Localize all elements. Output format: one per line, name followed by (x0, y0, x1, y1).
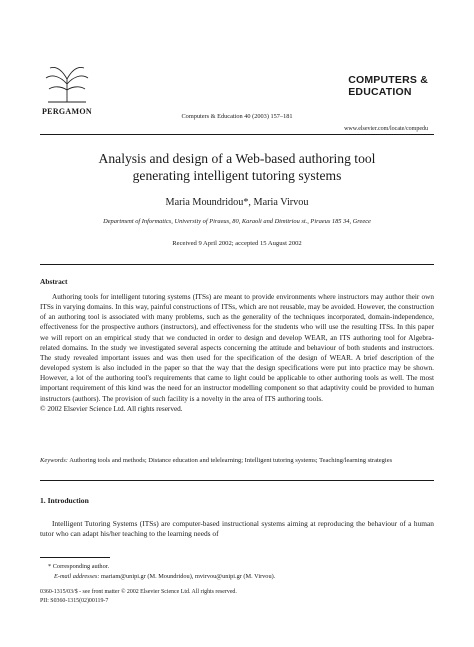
article-title-line2: generating intelligent tutoring systems (132, 168, 342, 183)
keywords (40, 456, 434, 466)
publisher-logo (40, 62, 94, 106)
received-dates: Received 9 April 2002; accepted 15 August 2002 (172, 240, 302, 247)
article-title (0, 150, 474, 184)
journal-website: www.elsevier.com/locate/compedu (344, 126, 428, 132)
abstract-body (40, 292, 434, 414)
introduction-body (40, 519, 434, 540)
article-authors: Maria Moundridou*, Maria Virvou (165, 197, 309, 208)
keywords-text: Authoring tools and methods; Distance education and telelearning; Intelligent tutoring systems; Teaching/learning strategies (69, 457, 393, 464)
publisher-name: PERGAMON (42, 107, 92, 116)
copyright-line1: 0360-1315/03/$ - see front matter © 2002 Elsevier Science Ltd. All rights reserved. (40, 589, 237, 595)
abstract-copyright: © 2002 Elsevier Science Ltd. All rights reserved. (40, 404, 183, 413)
author-affiliation: Department of Informatics, University of Piraeus, 80, Karaoli and Dimitriou st., Piraeus 185 34, Greece (103, 218, 371, 225)
journal-citation: Computers & Education 40 (2003) 157–181 (181, 113, 293, 120)
email-label: E-mail addresses: (54, 572, 100, 580)
copyright-line2: PII: S0360-1315(02)00119-7 (40, 597, 109, 604)
abstract-heading: Abstract (40, 277, 68, 286)
abstract-text: Authoring tools for intelligent tutoring systems (ITSs) are meant to provide environments where instructors may author their own ITSs in varying domains. In this way, painful constructions of ITSs, which are not reusable, may be avoided. However, the construction of an authoring tool is associated with many problems, such as the generality of the techniques incorporated, domain-independence, effectiveness for the prospective authors (instructors), and effectiveness for the students who will use the resulting ITSs. In this paper we will report on an empirical study that we conducted in order to design and develop WEAR, an ITS authoring tool for Algebra-related domains. In the study we investigated several aspects concerning the attitude and behaviour of both students and instructors. The study revealed important issues and was then used for the specification of the design of WEAR. A brief description of the developed system is also included in the paper so that the way that the design specifications were put into practice may be shown. However, a lot of the authoring tool's requirements that came to light could be applicable to other authoring tools as well. The most important requirement of this kind was the need for an instructor modelling component so that adaptivity could be provided to human instructors (authors). The provision of such facility is a novelty in the area of ITS authoring tools. (40, 293, 434, 403)
title-rule (40, 264, 434, 265)
journal-brand (348, 74, 428, 98)
copyright-footer (40, 588, 237, 605)
header-rule (40, 134, 434, 135)
abstract-rule (40, 480, 434, 481)
journal-brand-line2: EDUCATION (348, 86, 412, 98)
article-title-line1: Analysis and design of a Web-based authoring tool (98, 151, 376, 166)
corresponding-author-note: * Corresponding author. (48, 563, 110, 570)
footnotes (48, 562, 275, 581)
introduction-text: Intelligent Tutoring Systems (ITSs) are computer-based instructional systems aiming at reproducing the behaviour of a human tutor who can adapt his/her teaching to the learning needs of (40, 519, 434, 539)
section-heading-introduction: 1. Introduction (40, 496, 89, 505)
footnote-rule (40, 557, 110, 558)
email-note (48, 572, 275, 582)
email-text: mariam@unipi.gr (M. Moundridou), mvirvou@unipi.gr (M. Virvou). (101, 572, 276, 580)
journal-brand-line1: COMPUTERS & (348, 74, 428, 86)
keywords-label: Keywords: (40, 457, 68, 464)
